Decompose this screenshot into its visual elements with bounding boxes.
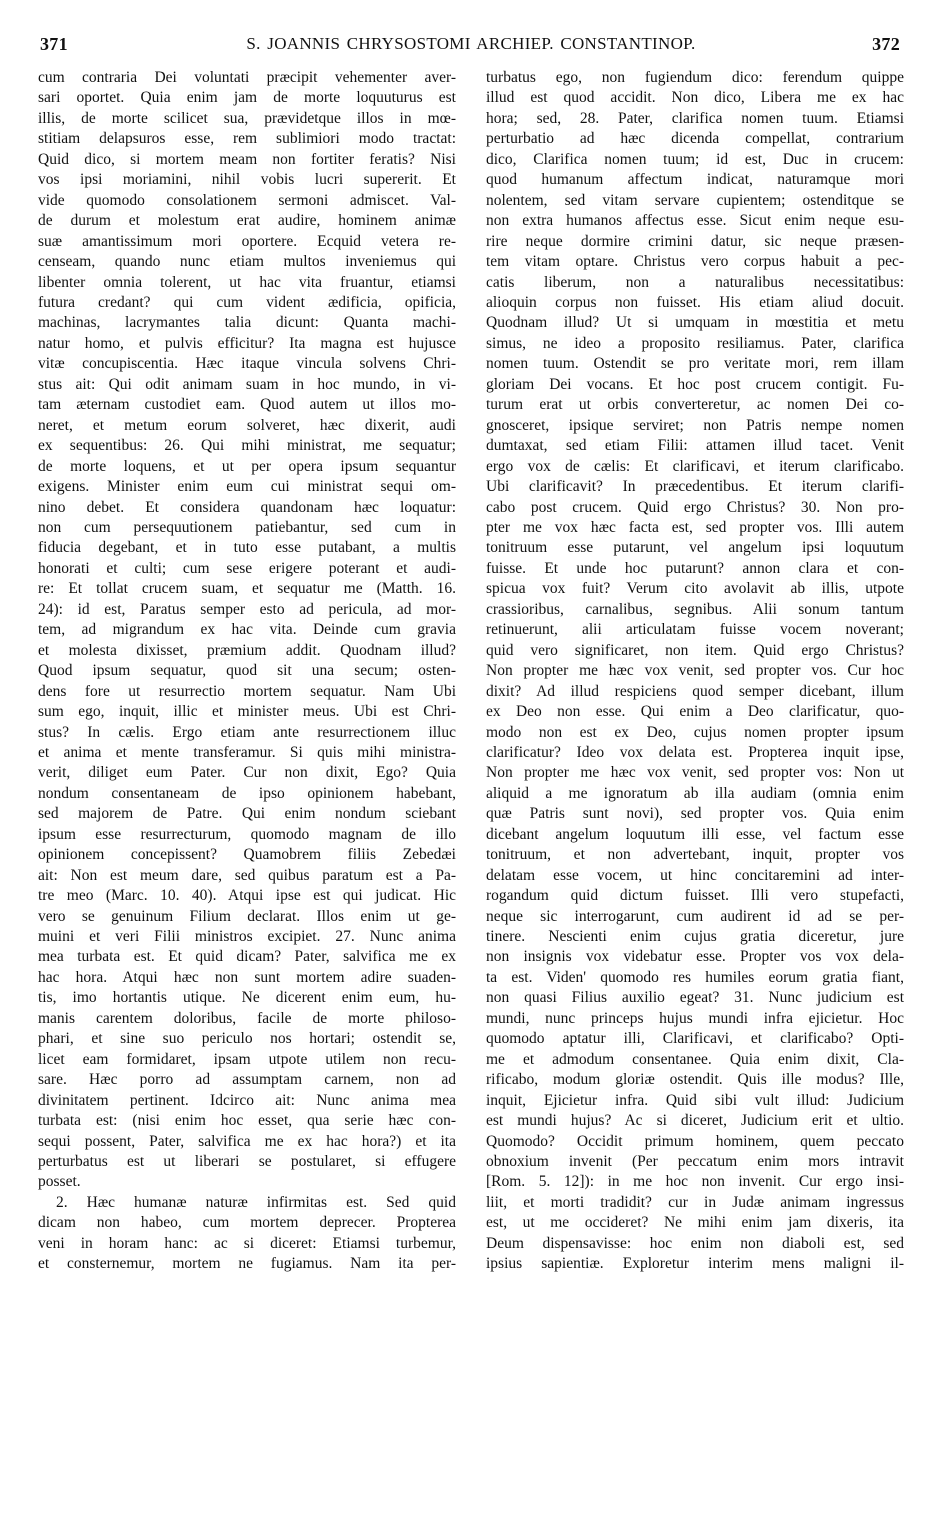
text-line: rire neque dormire crimini datur, sic neque præsen- <box>486 232 904 250</box>
text-line: tem, ad migrandum ex hac vita. Deinde cum gravia <box>38 621 456 639</box>
text-line: veni in horam hanc: ac si diceret: Etiamsi turbemur, <box>38 1234 456 1252</box>
text-line: fuisse. Et unde hoc putarunt? annon clara et con- <box>486 559 904 577</box>
text-line: Ubi clarificavit? In præcedentibus. Et iterum clarifi- <box>486 478 904 496</box>
text-line: ait: Non est meum dare, sed quibus paratum est a Pa- <box>38 866 456 884</box>
text-line: delatam esse vocem, ut hinc concitaremini ad inter- <box>486 866 904 884</box>
text-line: tam æternam custodiet eam. Quod autem ut illos mo- <box>38 396 456 414</box>
text-line: perturbatus est ut liberari se postularet, si effugere <box>38 1153 456 1171</box>
text-line: sed majorem de Patre. Qui enim nondum sciebant <box>38 805 456 823</box>
text-line: nino debet. Et considera quandonam hæc loquatur: <box>38 498 456 516</box>
text-line: non cum persequutionem patiebantur, sed cum in <box>38 518 456 536</box>
text-line: de durum et molestum erat audire, hominem animæ <box>38 212 456 230</box>
text-line: retinuerunt, alii articulatam fuisse vocem noverant; <box>486 621 904 639</box>
text-line: sari oportet. Quia enim jam de morte loquuturus est <box>38 89 456 107</box>
text-line: opinionem concepissent? Quamobrem filiis Zebedæi <box>38 846 456 864</box>
text-line: neret, et metum eorum solveret, hæc dixerit, audi <box>38 416 456 434</box>
text-line: obnoxium invenit (Per peccatum enim mors intravit <box>486 1153 904 1171</box>
text-line: quod humanum affectum indicat, naturamque mori <box>486 171 904 189</box>
text-line: hora; sed, 28. Pater, clarifica nomen tuum. Etiamsi <box>486 109 904 127</box>
text-line: rogandum quid dictum fuisset. Illi vero stupefacti, <box>486 887 904 905</box>
text-line: quomodo aptatur illi, Clarificavi, et clarificabo? Opti- <box>486 1030 904 1048</box>
right-column <box>486 68 904 1275</box>
text-line: dumtaxat, sed etiam Filii: attamen illud tacet. Venit <box>486 437 904 455</box>
text-line: non extra humanos affectus esse. Sicut enim neque esu- <box>486 212 904 230</box>
page-number-right: 372 <box>872 34 900 54</box>
text-line: [Rom. 5. 12]): in me hoc non invenit. Cur ergo insi- <box>486 1173 904 1191</box>
text-line: simus, ne ideo a proposito resiliamus. Pater, clarifica <box>486 334 904 352</box>
text-line: quæ Patris sunt novi), sed propter vos. Quia enim <box>486 805 904 823</box>
text-line: nomen tuum. Ostendit se pro veritate mori, rem illam <box>486 355 904 373</box>
text-line: modo non est ex Deo, cujus nomen propter ipsum <box>486 723 904 741</box>
text-line: est, ut me occideret? Ne mihi enim jam dixeris, ita <box>486 1214 904 1232</box>
text-line: clarificatur? Ideo vox delata est. Propterea inquit ipse, <box>486 743 904 761</box>
left-column <box>38 68 456 1275</box>
text-line: 24): id est, Paratus semper esto ad pericula, ad mor- <box>38 600 456 618</box>
text-line: suæ amantissimum mori oportere. Ecquid vetera re- <box>38 232 456 250</box>
text-line: licet eam formidaret, ipsam utpote utilem non recu- <box>38 1050 456 1068</box>
text-line: me et admodum consentanee. Quia enim dixit, Cla- <box>486 1050 904 1068</box>
text-line: tre meo (Marc. 10. 40). Atqui ipse est qui judicat. Hic <box>38 887 456 905</box>
page-number-left: 371 <box>40 34 68 54</box>
text-line: nolentem, sed vitam servare cupientem; ostenditque se <box>486 191 904 209</box>
text-line: ex Deo non esse. Qui enim a Deo clarificatur, quo- <box>486 703 904 721</box>
text-line: Deum dispensavisse: hoc enim non diaboli est, sed <box>486 1234 904 1252</box>
text-line: non insignis vox videbatur esse. Propter vos vox dela- <box>486 948 904 966</box>
text-line: honorati et culti; cum sese erigere poterant et audi- <box>38 559 456 577</box>
text-line: non quasi Filius auxilio egeat? 31. Nunc judicium est <box>486 989 904 1007</box>
text-line: pter me vox hæc facta est, sed propter vos. Illi autem <box>486 518 904 536</box>
text-line: Non propter me hæc vox venit, sed propter vos. Cur hoc <box>486 662 904 680</box>
text-line: 2. Hæc humanæ naturæ infirmitas est. Sed quid <box>56 1193 456 1211</box>
text-line: sequi possent, Pater, salvifica me ex hac hora?) et ita <box>38 1132 456 1150</box>
text-line: dicam non habeo, cum mortem deprecer. Propterea <box>38 1214 456 1232</box>
text-line: ergo vox de cælis: Et clarificavi, et iterum clarificabo. <box>486 457 904 475</box>
text-line: inquit, Ejicietur infra. Quid sibi vult illud: Judicium <box>486 1091 904 1109</box>
text-line: phari, et sine suo periculo nos hortari; ostendit se, <box>38 1030 456 1048</box>
text-line: dicebant angelum loquutum illi esse, vel factum esse <box>486 825 904 843</box>
text-line: quid vero significaret, non item. Quid ergo Christus? <box>486 641 904 659</box>
text-line: tem vitam optare. Christus vero corpus habuit a pec- <box>486 253 904 271</box>
text-line: mea turbata est. Et quid dicam? Pater, salvifica me ex <box>38 948 456 966</box>
text-line: machinas, lacrymantes talia dicunt: Quanta machi- <box>38 314 456 332</box>
text-line: dico, Clarifica nomen tuum; id est, Duc in crucem: <box>486 150 904 168</box>
text-line: vero se genuinum Filium declarat. Illos enim ut ge- <box>38 907 456 925</box>
text-line: turum erat ut orbis converteretur, ac nomen Dei co- <box>486 396 904 414</box>
text-line: dixit? Ad illud respiciens quod semper dicebant, illum <box>486 682 904 700</box>
text-line: neque sic interrogarunt, cum audirent id ad se per- <box>486 907 904 925</box>
text-line: ex sequentibus: 26. Qui mihi ministrat, me sequatur; <box>38 437 456 455</box>
text-line: divinitatem pertinent. Idcirco ait: Nunc anima mea <box>38 1091 456 1109</box>
text-line: et molesta dixisset, præmium addit. Quodnam illud? <box>38 641 456 659</box>
running-header <box>38 32 904 62</box>
text-line: turbata est: (nisi enim hoc esset, qua serie hæc con- <box>38 1112 456 1130</box>
text-line: est mundi hujus? Ac si diceret, Judicium erit et ultio. <box>486 1112 904 1130</box>
text-line: tinere. Nescienti enim cujus gratia diceretur, jure <box>486 928 904 946</box>
text-line: Non propter me hæc vox venit, sed propter vos: Non ut <box>486 764 904 782</box>
text-line: fiducia degebant, et in tuto esse putabant, a multis <box>38 539 456 557</box>
text-line: perturbatio ad hæc dicenda compellat, contrarium <box>486 130 904 148</box>
text-line: vitæ concupiscentia. Hæc itaque vincula solvens Chri- <box>38 355 456 373</box>
text-line: ipsum esse resurrecturum, quomodo magnam de illo <box>38 825 456 843</box>
text-line: vide quomodo consolationem sermoni admiscet. Val- <box>38 191 456 209</box>
text-line: spicua vox fuit? Verum cito avolavit ab illis, utpote <box>486 580 904 598</box>
text-line: stitiam delapsuros esse, rem sublimiori modo tractat: <box>38 130 456 148</box>
text-line: mundi, nunc princeps hujus mundi infra ejicietur. Hoc <box>486 1009 904 1027</box>
text-line: cabo post crucem. Quid ergo Christus? 30. Non pro- <box>486 498 904 516</box>
text-line: Quodnam illud? Ut si umquam in mœstitia et metu <box>486 314 904 332</box>
text-line: tonitruum esse putarunt, vel angelum ipsi loquutum <box>486 539 904 557</box>
text-line: hac hora. Atqui hæc non sunt mortem adire suaden- <box>38 968 456 986</box>
book-page <box>38 32 904 1522</box>
text-line: Quid dico, si mortem meam non fortiter feratis? Nisi <box>38 150 456 168</box>
text-line: libenter omnia tolerent, ut hac vita fruantur, etiamsi <box>38 273 456 291</box>
text-line: posset. <box>38 1173 81 1191</box>
text-line: et anima et mente transferamur. Si quis mihi ministra- <box>38 743 456 761</box>
text-line: muini et veri Filii ministros excipiet. 27. Nunc anima <box>38 928 456 946</box>
text-line: de morte loquens, et ut per opera ipsum sequantur <box>38 457 456 475</box>
text-line: alioquin corpus non fuisset. His etiam aliud docuit. <box>486 293 904 311</box>
text-line: tis, imo hortantis utique. Ne dicerent enim eum, hu- <box>38 989 456 1007</box>
text-line: catis liberum, non a naturalibus necessitatibus: <box>486 273 904 291</box>
text-line: natur homo, et pulvis efficitur? Ita magna est hujusce <box>38 334 456 352</box>
running-title: S. JOANNIS CHRYSOSTOMI ARCHIEP. CONSTANTINOP. <box>246 34 696 53</box>
text-line: illud est quod accidit. Non dico, Libera me ex hac <box>486 89 904 107</box>
text-line: liit, et morti tradidit? cur in Judæ animam ingressus <box>486 1193 904 1211</box>
text-line: futura credant? qui cum vident ædificia, opificia, <box>38 293 456 311</box>
text-line: sare. Hæc porro ad assumptam carnem, non ad <box>38 1071 456 1089</box>
text-line: Quod ipsum sequatur, quod sit una secum; osten- <box>38 662 456 680</box>
text-line: illis, de morte scilicet sua, prævidetque illos in mœ- <box>38 109 456 127</box>
text-line: cum contraria Dei voluntati præcipit vehementer aver- <box>38 69 456 86</box>
text-line: vos ipsi moriamini, nihil vobis lucri supererit. Et <box>38 171 456 189</box>
text-line: re: Et tollat crucem suam, et sequatur me (Matth. 16. <box>38 580 456 598</box>
text-line: nondum consentaneam de ipso opinionem habebant, <box>38 784 456 802</box>
text-line: et consternemur, mortem ne fugiamus. Nam ita per- <box>38 1255 456 1273</box>
text-line: ta est. Viden' quomodo res humiles eorum gratia fiant, <box>486 968 904 986</box>
text-line: manis carentem doloribus, facile de morte philoso- <box>38 1009 456 1027</box>
text-line: Quomodo? Occidit primum hominem, quem peccato <box>486 1132 904 1150</box>
text-line: crassioribus, carnalibus, segnibus. Alii sonum tantum <box>486 600 904 618</box>
text-line: rificabo, modum gloriæ ostendit. Quis ille modus? Ille, <box>486 1071 904 1089</box>
text-line: dens fore ut resurrectio mortem sequatur. Nam Ubi <box>38 682 456 700</box>
text-line: exigens. Minister enim eum cui ministrat sequi om- <box>38 478 456 496</box>
text-line: aliquid a me ignoratum ab illa audiam (omnia enim <box>486 784 904 802</box>
text-line: gloriam Dei vocans. Et hoc post crucem contigit. Fu- <box>486 375 904 393</box>
text-line: censeam, quando nunc etiam multos inveniemus qui <box>38 253 456 271</box>
text-line: tonitruum, et non advertebant, inquit, propter vos <box>486 846 904 864</box>
text-line: turbatus ego, non fugiendum dico: ferendum quippe <box>486 69 904 86</box>
text-line: stus? In cælis. Ergo etiam ante resurrectionem illuc <box>38 723 456 741</box>
two-column-text <box>38 68 904 1275</box>
text-line: stus ait: Qui odit animam suam in hoc mundo, in vi- <box>38 375 456 393</box>
text-line: ipsius sapientiæ. Exploretur interim mens maligni il- <box>486 1255 904 1273</box>
text-line: gnosceret, ipsique serviret; non Patris nempe nomen <box>486 416 904 434</box>
text-line: sum ego, inquit, illic et minister meus. Ubi est Chri- <box>38 703 456 721</box>
text-line: verit, diliget eum Pater. Cur non dixit, Ego? Quia <box>38 764 456 782</box>
